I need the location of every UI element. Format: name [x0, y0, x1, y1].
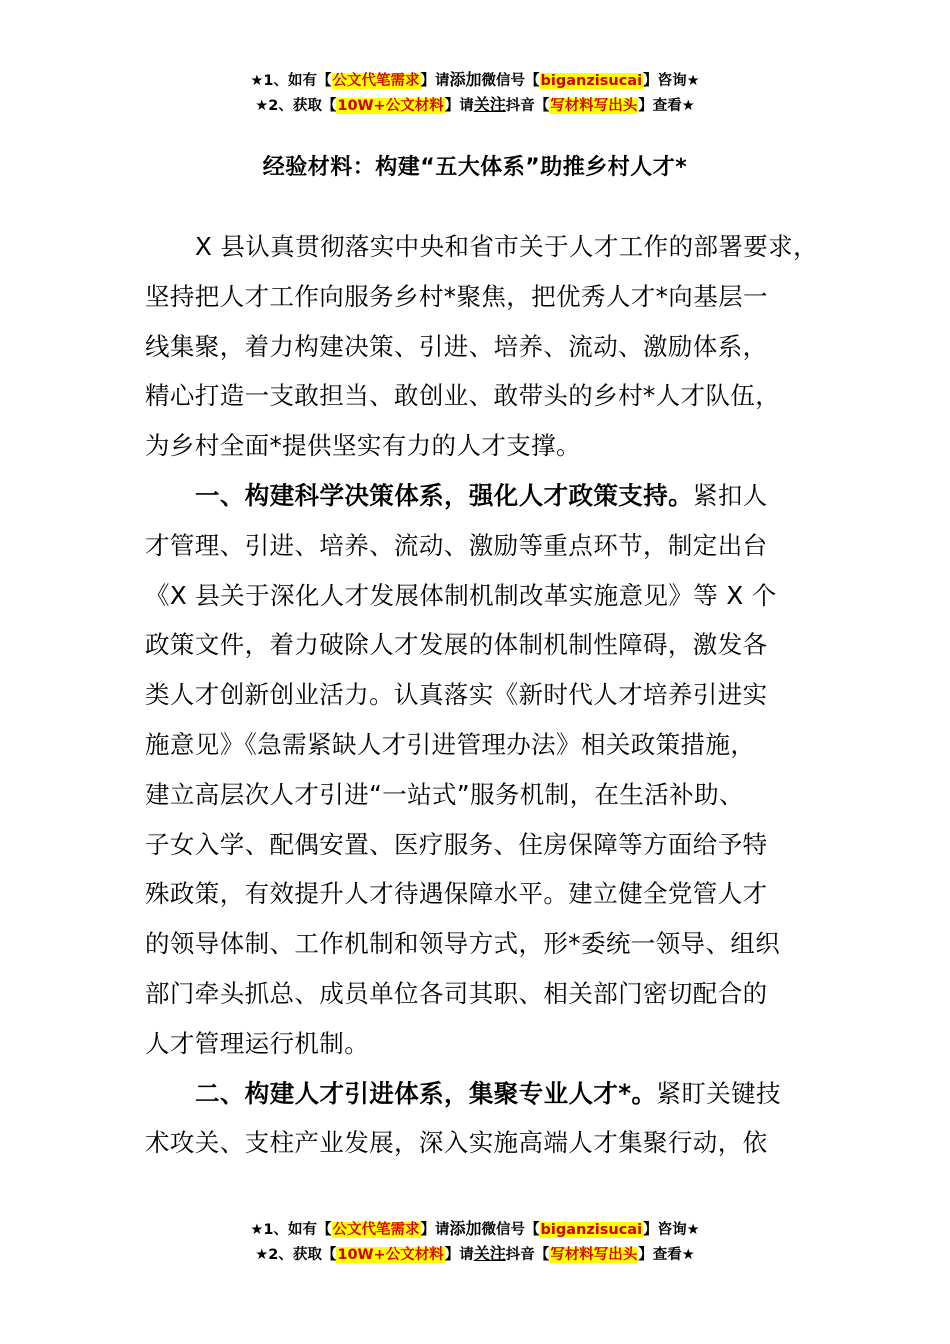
banner-line-1	[0, 1217, 950, 1242]
section-2-heading: 二、构建人才引进体系，集聚专业人才*。	[195, 1078, 657, 1108]
document-title: 经验材料：构建“五大体系”助推乡村人才*	[262, 155, 688, 180]
text-line: 《X 县关于深化人才发展体制机制改革实施意见》等 X 个	[145, 580, 777, 610]
banner-text: ★2、获取【	[255, 1247, 337, 1263]
section-1-paragraph	[145, 471, 825, 1069]
text-line: 才管理、引进、培养、流动、激励等重点环节，制定出台	[145, 530, 768, 560]
banner-text: 】咨询★	[643, 73, 700, 89]
banner-text: 抖音【	[505, 98, 550, 114]
banner-douyin-id: 写材料写出头	[550, 98, 638, 114]
banner-text: ★1、如有【	[250, 73, 332, 89]
section-2-paragraph	[145, 1069, 825, 1169]
text-line: 的领导体制、工作机制和领导方式，形*委统一领导、组织	[145, 929, 781, 959]
banner-text: 微信号【	[481, 73, 540, 89]
text-line: 殊政策，有效提升人才待遇保障水平。建立健全党管人才	[145, 879, 768, 909]
top-banner	[0, 68, 950, 118]
text-line: X 县认真贯彻落实中央和省市关于人才工作的部署要求，	[195, 232, 818, 261]
banner-text: 微信号【	[481, 1222, 540, 1238]
text-fragment: 紧扣人	[693, 480, 768, 510]
text-line: 类人才创新创业活力。认真落实《新时代人才培养引进实	[145, 680, 768, 710]
text-fragment: 紧盯关键技	[656, 1078, 781, 1108]
banner-line-2	[0, 93, 950, 118]
banner-highlight: 10W+公文材料	[337, 1247, 444, 1263]
banner-highlight: 10W+公文材料	[337, 98, 444, 114]
text-line: 为乡村全面*提供坚实有力的人才支撑。	[145, 431, 581, 461]
text-line: 线集聚，着力构建决策、引进、培养、流动、激励体系，	[145, 331, 768, 361]
text-line: 建立高层次人才引进“一站式”服务机制，在生活补助、	[145, 779, 744, 809]
text-line: 术攻关、支柱产业发展，深入实施高端人才集聚行动，依	[145, 1128, 768, 1158]
banner-highlight: 公文代笔需求	[332, 1222, 420, 1238]
banner-highlight: 公文代笔需求	[332, 73, 420, 89]
banner-wechat-id: biganzisucai	[540, 73, 643, 89]
banner-emphasis: 关注	[473, 95, 506, 114]
banner-emphasis: 添加	[449, 1219, 482, 1238]
banner-emphasis: 关注	[473, 1244, 506, 1263]
banner-text: ★1、如有【	[250, 1222, 332, 1238]
banner-text: 】咨询★	[643, 1222, 700, 1238]
banner-douyin-id: 写材料写出头	[550, 1247, 638, 1263]
banner-text: ★2、获取【	[255, 98, 337, 114]
text-line: 部门牵头抓总、成员单位各司其职、相关部门密切配合的	[145, 978, 768, 1008]
document-body	[145, 222, 825, 1168]
text-line: 施意见》《急需紧缺人才引进管理办法》相关政策措施，	[145, 729, 756, 759]
banner-wechat-id: biganzisucai	[540, 1222, 643, 1238]
banner-text: 】请	[420, 73, 450, 89]
banner-line-2	[0, 1242, 950, 1267]
section-1-heading: 一、构建科学决策体系，强化人才政策支持。	[195, 480, 693, 510]
bottom-banner	[0, 1217, 950, 1267]
banner-emphasis: 添加	[449, 70, 482, 89]
banner-text: 】请	[444, 1247, 474, 1263]
banner-text: 抖音【	[505, 1247, 550, 1263]
banner-line-1	[0, 68, 950, 93]
banner-text: 】请	[444, 98, 474, 114]
banner-text: 】查看★	[638, 98, 695, 114]
intro-paragraph	[145, 222, 825, 471]
banner-text: 】查看★	[638, 1247, 695, 1263]
text-line: 子女入学、配偶安置、医疗服务、住房保障等方面给予特	[145, 829, 768, 859]
text-line: 精心打造一支敢担当、敢创业、敢带头的乡村*人才队伍，	[145, 381, 781, 411]
text-line	[145, 471, 825, 521]
banner-text: 】请	[420, 1222, 450, 1238]
text-line: 坚持把人才工作向服务乡村*聚焦，把优秀人才*向基层一	[145, 281, 768, 311]
text-line: 政策文件，着力破除人才发展的体制机制性障碍，激发各	[145, 630, 768, 660]
text-line: 人才管理运行机制。	[145, 1028, 370, 1058]
text-line	[145, 1069, 825, 1119]
